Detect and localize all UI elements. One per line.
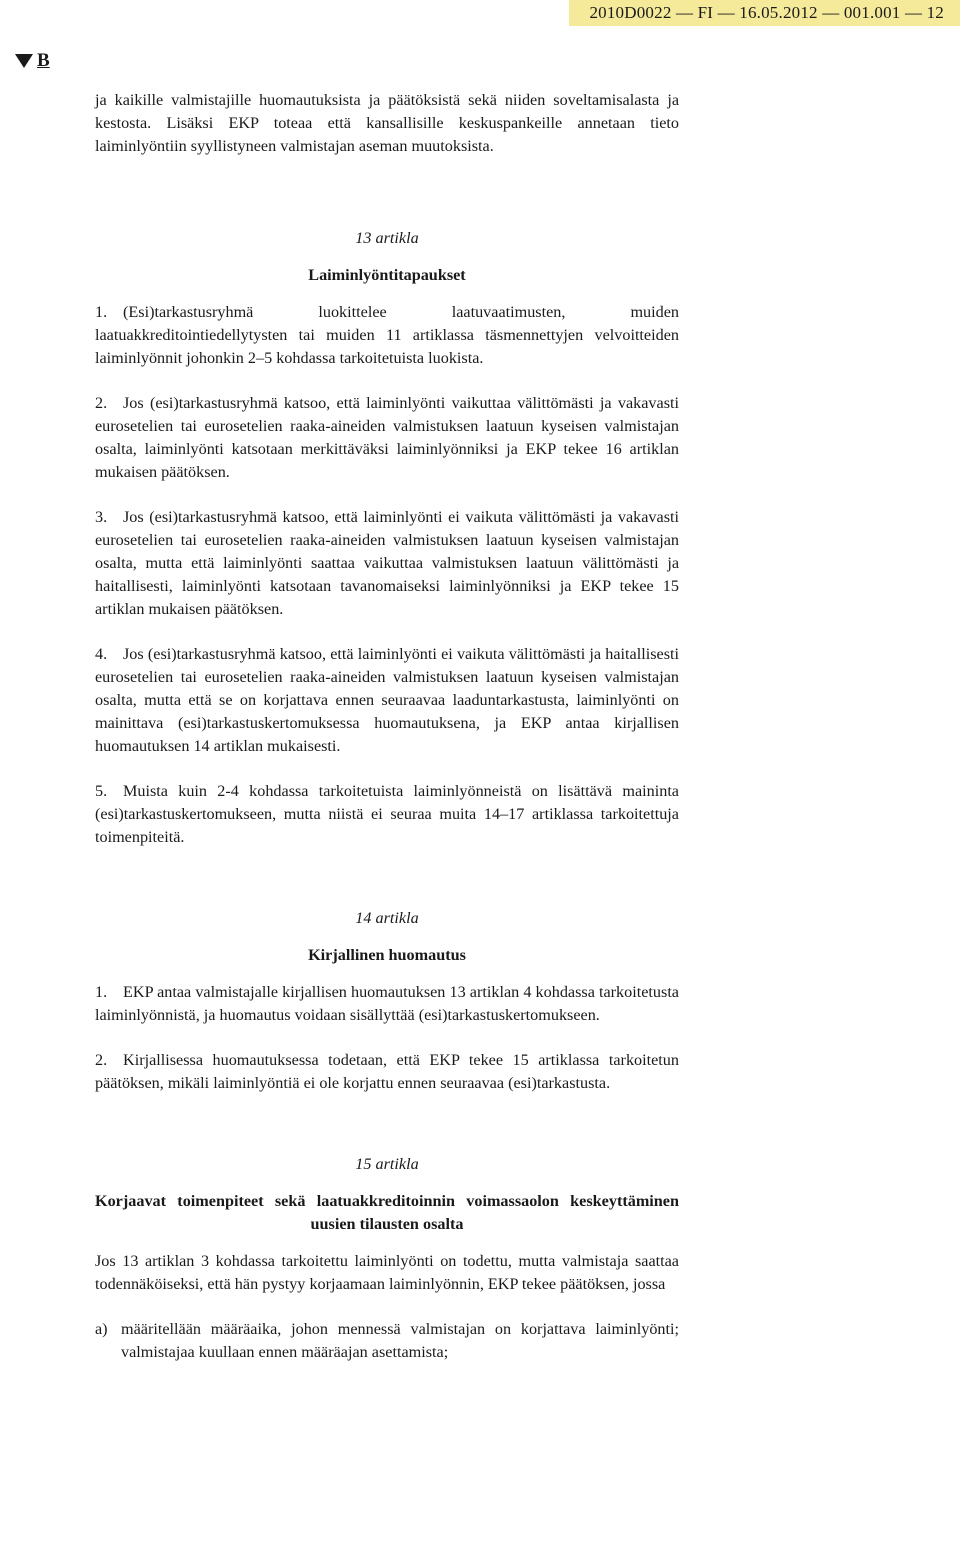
paragraph-number: 2. <box>95 394 108 412</box>
article-15-intro: Jos 13 artiklan 3 kohdassa tarkoitettu laiminlyönti on todettu, mutta valmistaja saattaa todennäköiseksi, että hän pystyy korjaamaan laiminlyönnin, EKP tekee päätöksen, jossa <box>95 1252 679 1293</box>
paragraph-number: 4. <box>95 645 108 663</box>
article-14-number: 14 artikla <box>355 909 419 927</box>
article-13-paragraph-1 <box>95 301 679 370</box>
marker-label: B <box>37 50 50 71</box>
paragraph-number: 5. <box>95 782 108 800</box>
article-13-number: 13 artikla <box>355 229 419 247</box>
paragraph-text: (Esi)tarkastusryhmä luokittelee laatuvaatimusten, muiden laatuakkreditointiedellytysten tai muiden 11 artiklassa täsmennettyjen velvoitteiden laiminlyönnit johonkin 2–5 kohdassa tarkoitetuista luokista. <box>95 303 679 367</box>
document-body <box>95 89 679 1364</box>
list-item-label: a) <box>95 1320 108 1338</box>
article-13-paragraph-4 <box>95 643 679 758</box>
article-15-item-a <box>95 1318 679 1364</box>
article-13-paragraph-5 <box>95 780 679 849</box>
paragraph-text: Kirjallisessa huomautuksessa todetaan, että EKP tekee 15 artiklassa tarkoitetun päätöksen, mikäli laiminlyöntiä ei ole korjattu ennen seuraavaa (esi)tarkastusta. <box>95 1051 679 1092</box>
article-13-title: Laiminlyöntitapaukset <box>308 266 466 284</box>
paragraph-number: 2. <box>95 1051 108 1069</box>
article-14-paragraph-1 <box>95 981 679 1027</box>
list-item-text: määritellään määräaika, johon mennessä valmistajan on korjattava laiminlyönti; valmistajaa kuullaan ennen määräajan asettamista; <box>121 1320 679 1361</box>
intro-paragraph: ja kaikille valmistajille huomautuksista ja päätöksistä sekä niiden soveltamisalasta ja kestosta. Lisäksi EKP toteaa että kansallisille keskuspankeille annetaan tieto laiminlyöntiin syyllistyneen valmistajan aseman muutoksista. <box>95 91 679 155</box>
paragraph-text: Jos (esi)tarkastusryhmä katsoo, että laiminlyönti ei vaikuta välittömästi ja haitallisesti eurosetelien tai eurosetelien raaka-aineiden valmistuksen laatuun kyseisen valmistajan osalta, mutta että se on korjattava ennen seuraavaa laaduntarkastusta, laiminlyönti on mainittava (esi)tarkastuskertomuksessa huomautuksena, ja EKP antaa kirjallisen huomautuksen 14 artiklan mukaisesti. <box>95 645 679 755</box>
article-13-paragraph-3 <box>95 506 679 621</box>
paragraph-text: Jos (esi)tarkastusryhmä katsoo, että laiminlyönti vaikuttaa välittömästi ja vakavasti eurosetelien tai eurosetelien raaka-aineiden valmistuksen laatuun kyseisen valmistajan osalta, laiminlyönti katsotaan merkittäväksi laiminlyönniksi ja EKP tekee 16 artiklan mukaisen päätöksen. <box>95 394 679 481</box>
paragraph-number: 1. <box>95 983 108 1001</box>
article-14-title: Kirjallinen huomautus <box>308 946 466 964</box>
triangle-down-icon <box>15 54 33 68</box>
paragraph-text: EKP antaa valmistajalle kirjallisen huomautuksen 13 artiklan 4 kohdassa tarkoitetusta laiminlyönnistä, ja huomautus voidaan sisällyttää (esi)tarkastuskertomukseen. <box>95 983 679 1024</box>
amendment-marker <box>15 50 50 72</box>
paragraph-text: Jos (esi)tarkastusryhmä katsoo, että laiminlyönti ei vaikuta välittömästi ja vakavasti eurosetelien tai eurosetelien raaka-aineiden valmistuksen laatuun kyseisen valmistajan osalta, mutta että laiminlyönti saattaa vaikuttaa valmistuksen laatuun välittömästi ja haitallisesti, laiminlyönti katsotaan tavanomaiseksi laiminlyönniksi ja EKP tekee 15 artiklan mukaisen päätöksen. <box>95 508 679 618</box>
article-15-number: 15 artikla <box>355 1155 419 1173</box>
paragraph-text: Muista kuin 2-4 kohdassa tarkoitetuista laiminlyönneistä on lisättävä maininta (esi)tarkastuskertomukseen, mutta niistä ei seuraa muita 14–17 artiklassa tarkoitettuja toimenpiteitä. <box>95 782 679 846</box>
paragraph-number: 3. <box>95 508 108 526</box>
header-reference: 2010D0022 — FI — 16.05.2012 — 001.001 — 12 <box>589 3 944 22</box>
article-13-paragraph-2 <box>95 392 679 484</box>
article-14-paragraph-2 <box>95 1049 679 1095</box>
paragraph-number: 1. <box>95 303 108 321</box>
article-15-title: Korjaavat toimenpiteet sekä laatuakkreditoinnin voimassaolon keskeyttäminen uusien tilausten osalta <box>95 1192 679 1233</box>
document-header <box>569 0 960 26</box>
